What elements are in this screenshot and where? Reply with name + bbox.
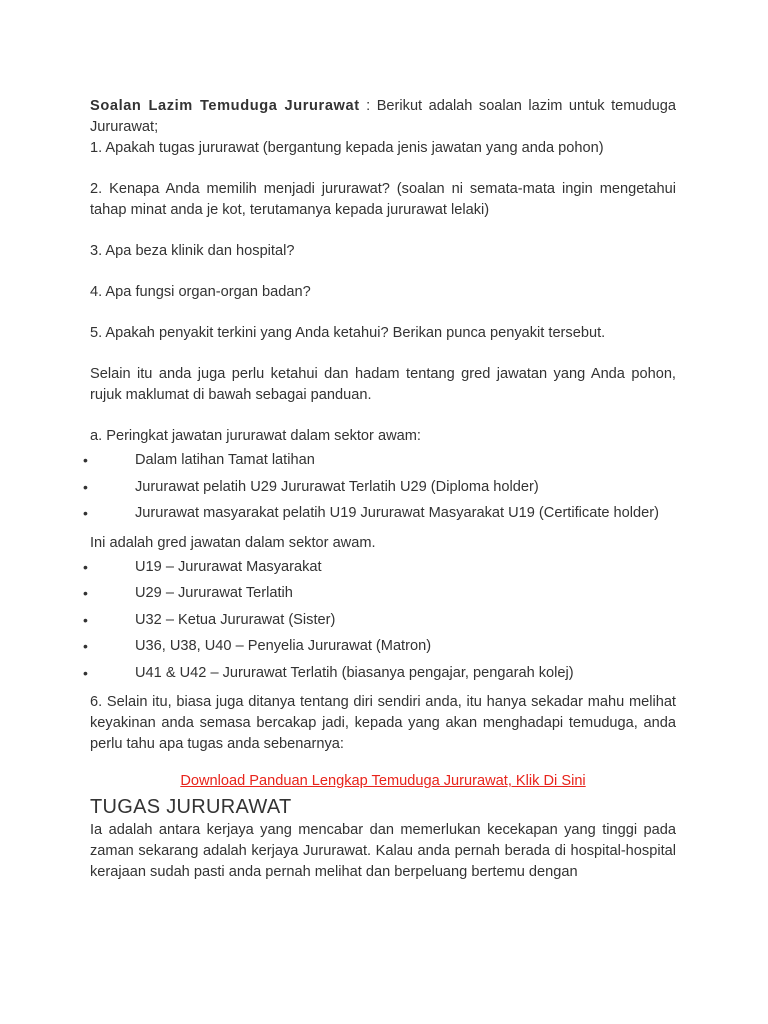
intro-paragraph xyxy=(90,96,676,138)
list-item xyxy=(0,474,768,501)
list-item xyxy=(0,660,768,687)
list-item xyxy=(0,500,768,527)
list-item-text: U32 – Ketua Jururawat (Sister) xyxy=(135,611,336,628)
list-item-text: Dalam latihan Tamat latihan xyxy=(135,452,315,468)
peringkat-list xyxy=(0,447,768,527)
list-item-text: Jururawat pelatih U29 Jururawat Terlatih U29 (Diploma holder) xyxy=(135,478,539,495)
list-item xyxy=(0,447,768,474)
list-item xyxy=(0,554,768,581)
gred-list xyxy=(0,554,768,687)
list-item-text: U41 & U42 – Jururawat Terlatih (biasanya pengajar, pengarah kolej) xyxy=(135,664,574,681)
list-item-text: U29 – Jururawat Terlatih xyxy=(135,585,293,601)
bullet-icon: • xyxy=(83,478,88,495)
section-title: TUGAS JURURAWAT xyxy=(90,796,292,818)
question-3: 3. Apa beza klinik dan hospital? xyxy=(90,243,295,259)
article-body xyxy=(83,96,676,883)
list-item-text: Jururawat masyarakat pelatih U19 Jururawat Masyarakat U19 (Certificate holder) xyxy=(135,505,659,521)
bullet-icon: • xyxy=(83,638,88,654)
bullet-icon: • xyxy=(83,664,88,681)
list-item xyxy=(0,633,768,660)
bullet-icon: • xyxy=(83,505,88,521)
question-1: 1. Apakah tugas jururawat (bergantung kepada jenis jawatan yang anda pohon) xyxy=(90,140,604,156)
bullet-icon: • xyxy=(83,558,88,575)
gred-heading: Ini adalah gred jawatan dalam sektor awam. xyxy=(90,534,376,551)
intro-title: Soalan Lazim Temuduga Jururawat xyxy=(90,98,360,114)
question-6: 6. Selain itu, biasa juga ditanya tentang diri sendiri anda, itu hanya sekadar mahu melihat keyakinan anda semasa bercakap jadi, kepada yang akan menghadapi temuduga, anda perlu tahu apa tugas anda sebenarnya: xyxy=(90,694,676,752)
question-4: 4. Apa fungsi organ-organ badan? xyxy=(90,284,311,300)
question-5: 5. Apakah penyakit terkini yang Anda ketahui? Berikan punca penyakit tersebut. xyxy=(90,325,606,341)
bullet-icon: • xyxy=(83,611,88,628)
intro-text: : Berikut adalah soalan lazim untuk temuduga Jururawat; xyxy=(90,98,676,135)
section-body: Ia adalah antara kerjaya yang mencabar dan memerlukan kecekapan yang tinggi pada zaman sekarang adalah kerjaya Jururawat. Kalau anda pernah berada di hospital-hospital kerajaan sudah pasti anda pernah melihat dan berpeluang bertemu dengan xyxy=(90,822,676,880)
list-item-text: U19 – Jururawat Masyarakat xyxy=(135,558,322,575)
list-item-text: U36, U38, U40 – Penyelia Jururawat (Matron) xyxy=(135,638,432,654)
bullet-icon: • xyxy=(83,452,88,468)
gred-intro-paragraph: Selain itu anda juga perlu ketahui dan hadam tentang gred jawatan yang Anda pohon, rujuk maklumat di bawah sebagai panduan. xyxy=(90,366,676,403)
list-item xyxy=(0,607,768,634)
bullet-icon: • xyxy=(83,585,88,601)
download-guide-link[interactable]: Download Panduan Lengkap Temuduga Jururawat, Klik Di Sini xyxy=(180,773,586,789)
peringkat-heading: a. Peringkat jawatan jururawat dalam sektor awam: xyxy=(90,428,421,444)
download-link-line xyxy=(90,771,676,792)
list-item xyxy=(0,580,768,607)
question-2: 2. Kenapa Anda memilih menjadi jururawat? (soalan ni semata-mata ingin mengetahui tahap minat anda je kot, terutamanya kepada jururawat lelaki) xyxy=(90,181,676,218)
